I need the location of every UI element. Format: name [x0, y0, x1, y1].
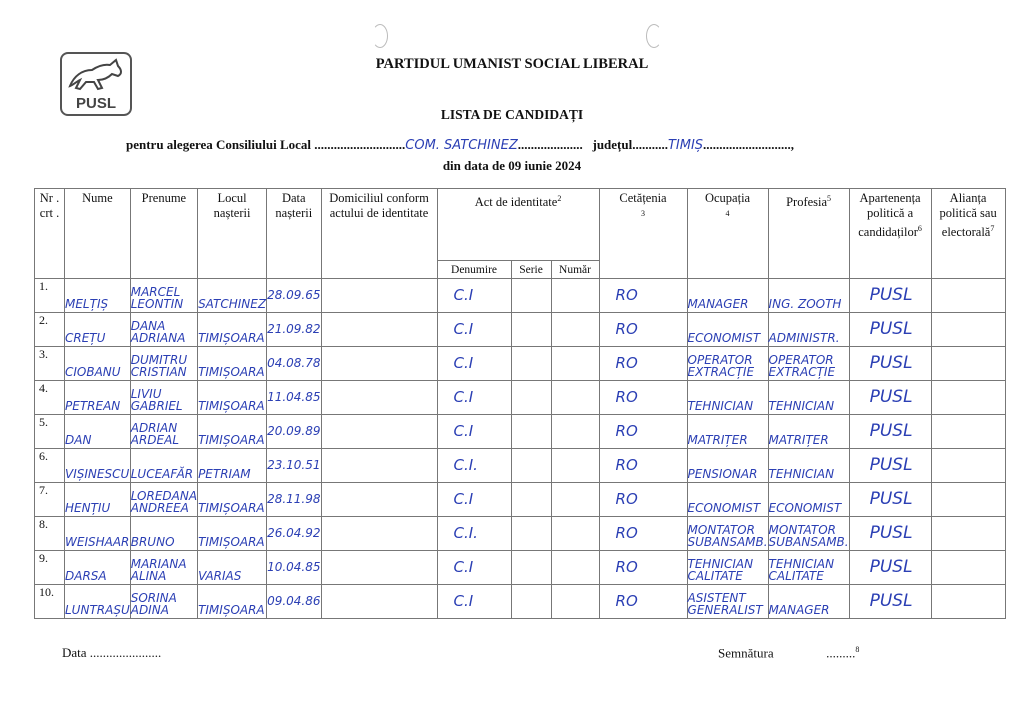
row-numar: [551, 483, 599, 517]
row-domiciliu: [321, 449, 437, 483]
table-row: [35, 313, 1006, 347]
row-numar: [551, 449, 599, 483]
row-act: C.I: [437, 279, 511, 313]
row-prenume: LOREDANA ANDREEA: [130, 483, 197, 517]
row-alianta: [931, 279, 1005, 313]
row-cetatenia: RO: [599, 279, 687, 313]
row-nr: 7.: [35, 483, 65, 517]
col-ocupatia: [687, 189, 768, 279]
row-profesia: ECONOMIST: [768, 483, 849, 517]
row-nr: 5.: [35, 415, 65, 449]
row-profesia: TEHNICIAN: [768, 381, 849, 415]
row-profesia: MATRIȚER: [768, 415, 849, 449]
row-locul: TIMIȘOARA: [198, 483, 267, 517]
row-data: 23.10.51: [267, 449, 321, 483]
row-serie: [511, 347, 551, 381]
row-nr: 2.: [35, 313, 65, 347]
row-act: C.I.: [437, 517, 511, 551]
row-nume: PETREAN: [65, 381, 131, 415]
election-label: pentru alegerea Consiliului Local: [126, 137, 312, 152]
row-domiciliu: [321, 347, 437, 381]
row-alianta: [931, 483, 1005, 517]
table-row: [35, 347, 1006, 381]
row-prenume: ADRIAN ARDEAL: [130, 415, 197, 449]
row-data: 04.08.78: [267, 347, 321, 381]
col-act: [437, 189, 599, 261]
row-cetatenia: RO: [599, 517, 687, 551]
row-ocupatia: TEHNICIAN: [687, 381, 768, 415]
row-locul: SATCHINEZ: [198, 279, 267, 313]
row-partid: PUSL: [849, 585, 931, 619]
col-cetatenia-footnote: 3: [641, 209, 646, 218]
county-value: TIMIȘ: [667, 138, 704, 153]
row-nume: WEISHAAR: [65, 517, 131, 551]
col-data: Data nașterii: [267, 189, 321, 279]
row-cetatenia: RO: [599, 415, 687, 449]
row-act: C.I: [437, 483, 511, 517]
row-numar: [551, 551, 599, 585]
row-alianta: [931, 585, 1005, 619]
row-nr: 3.: [35, 347, 65, 381]
row-cetatenia: RO: [599, 381, 687, 415]
row-alianta: [931, 381, 1005, 415]
row-numar: [551, 279, 599, 313]
footer-date: Data ......................: [62, 645, 162, 660]
punch-hole-right: [646, 24, 662, 48]
col-profesia: [768, 189, 849, 279]
row-prenume: BRUNO: [130, 517, 197, 551]
row-data: 21.09.82: [267, 313, 321, 347]
signature-label: Semnătura: [718, 645, 774, 661]
col-denumire: Denumire: [437, 261, 511, 279]
row-partid: PUSL: [849, 313, 931, 347]
row-data: 28.11.98: [267, 483, 321, 517]
row-act: C.I.: [437, 449, 511, 483]
table-row: [35, 381, 1006, 415]
election-date: din data de 09 iunie 2024: [442, 158, 582, 173]
row-numar: [551, 517, 599, 551]
row-nume: DAN: [65, 415, 131, 449]
list-title: LISTA DE CANDIDAȚI: [440, 107, 584, 122]
row-serie: [511, 381, 551, 415]
row-domiciliu: [321, 483, 437, 517]
punch-hole-left: [372, 24, 388, 48]
row-locul: TIMIȘOARA: [198, 517, 267, 551]
footer-signature: [718, 645, 859, 661]
row-numar: [551, 585, 599, 619]
table-row: [35, 551, 1006, 585]
col-cetatenia: [599, 189, 687, 279]
row-partid: PUSL: [849, 415, 931, 449]
col-alianta: [931, 189, 1005, 279]
row-cetatenia: RO: [599, 313, 687, 347]
row-act: C.I: [437, 381, 511, 415]
row-nume: CREȚU: [65, 313, 131, 347]
row-partid: PUSL: [849, 279, 931, 313]
table-row: [35, 483, 1006, 517]
row-locul: TIMIȘOARA: [198, 347, 267, 381]
row-numar: [551, 347, 599, 381]
row-ocupatia: PENSIONAR: [687, 449, 768, 483]
row-prenume: MARCEL LEONTIN: [130, 279, 197, 313]
row-profesia: ING. ZOOTH: [768, 279, 849, 313]
signature-dots: .........: [826, 645, 856, 661]
election-line: pentru alegerea Consiliului Local ............................COM. SATCHINEZ.................... județul...........TIMIȘ...........................,: [126, 137, 795, 153]
row-prenume: DANA ADRIANA: [130, 313, 197, 347]
party-name: PARTIDUL UMANIST SOCIAL LIBERAL: [375, 56, 649, 72]
col-numar: Număr: [551, 261, 599, 279]
row-serie: [511, 415, 551, 449]
row-locul: PETRIAM: [198, 449, 267, 483]
row-ocupatia: MATRIȚER: [687, 415, 768, 449]
col-domiciliu: Domiciliul conform actului de identitate: [321, 189, 437, 279]
row-prenume: MARIANA ALINA: [130, 551, 197, 585]
row-partid: PUSL: [849, 381, 931, 415]
row-nume: MELȚIȘ: [65, 279, 131, 313]
col-apartenenta-footnote: 6: [917, 224, 922, 233]
row-nume: HENȚIU: [65, 483, 131, 517]
row-nr: 10.: [35, 585, 65, 619]
table-body: [35, 279, 1006, 619]
col-profesia-footnote: 5: [827, 194, 832, 203]
row-alianta: [931, 347, 1005, 381]
row-act: C.I: [437, 551, 511, 585]
row-prenume: SORINA ADINA: [130, 585, 197, 619]
row-cetatenia: RO: [599, 585, 687, 619]
council-value: COM. SATCHINEZ: [405, 138, 518, 153]
row-profesia: MONTATOR SUBANSAMB.: [768, 517, 849, 551]
row-profesia: MANAGER: [768, 585, 849, 619]
row-act: C.I: [437, 415, 511, 449]
col-prenume: Prenume: [130, 189, 197, 279]
row-nume: CIOBANU: [65, 347, 131, 381]
row-cetatenia: RO: [599, 483, 687, 517]
row-ocupatia: ECONOMIST: [687, 313, 768, 347]
row-nr: 6.: [35, 449, 65, 483]
row-locul: TIMIȘOARA: [198, 415, 267, 449]
row-prenume: DUMITRU CRISTIAN: [130, 347, 197, 381]
col-serie: Serie: [511, 261, 551, 279]
table-row: [35, 279, 1006, 313]
signature-footnote: 8: [855, 645, 860, 654]
row-ocupatia: ASISTENT GENERALIST: [687, 585, 768, 619]
row-serie: [511, 313, 551, 347]
col-ocupatia-label: Ocupația: [704, 191, 751, 205]
row-alianta: [931, 551, 1005, 585]
col-act-footnote: 2: [557, 194, 562, 203]
row-serie: [511, 517, 551, 551]
row-profesia: TEHNICIAN CALITATE: [768, 551, 849, 585]
col-alianta-footnote: 7: [990, 224, 995, 233]
row-domiciliu: [321, 551, 437, 585]
row-nume: VIȘINESCU: [65, 449, 131, 483]
row-nr: 9.: [35, 551, 65, 585]
row-profesia: TEHNICIAN: [768, 449, 849, 483]
row-numar: [551, 381, 599, 415]
row-numar: [551, 313, 599, 347]
col-nr: Nr . crt .: [35, 189, 65, 279]
row-data: 26.04.92: [267, 517, 321, 551]
row-domiciliu: [321, 517, 437, 551]
col-act-label: Act de identitate: [474, 195, 558, 210]
row-alianta: [931, 415, 1005, 449]
row-nume: DARSA: [65, 551, 131, 585]
county-label: județul: [592, 137, 633, 152]
row-serie: [511, 483, 551, 517]
row-profesia: ADMINISTR.: [768, 313, 849, 347]
row-ocupatia: TEHNICIAN CALITATE: [687, 551, 768, 585]
row-domiciliu: [321, 313, 437, 347]
col-apartenenta-label: Apartenența politică a candidaților: [858, 191, 921, 240]
row-serie: [511, 551, 551, 585]
row-partid: PUSL: [849, 449, 931, 483]
row-ocupatia: MANAGER: [687, 279, 768, 313]
row-ocupatia: OPERATOR EXTRACȚIE: [687, 347, 768, 381]
row-alianta: [931, 517, 1005, 551]
row-partid: PUSL: [849, 483, 931, 517]
table-row: [35, 449, 1006, 483]
row-domiciliu: [321, 415, 437, 449]
row-nr: 4.: [35, 381, 65, 415]
row-data: 28.09.65: [267, 279, 321, 313]
row-serie: [511, 279, 551, 313]
logo-text: PUSL: [75, 95, 116, 112]
col-ocupatia-footnote: 4: [725, 209, 730, 218]
row-domiciliu: [321, 279, 437, 313]
row-data: 11.04.85: [267, 381, 321, 415]
col-locul: Locul nașterii: [198, 189, 267, 279]
col-alianta-label: Alianța politică sau electorală: [939, 191, 997, 240]
row-domiciliu: [321, 381, 437, 415]
row-prenume: LUCEAFĂR: [130, 449, 197, 483]
row-numar: [551, 415, 599, 449]
table-row: [35, 415, 1006, 449]
row-nr: 8.: [35, 517, 65, 551]
row-alianta: [931, 313, 1005, 347]
table-row: [35, 517, 1006, 551]
row-ocupatia: MONTATOR SUBANSAMB.: [687, 517, 768, 551]
row-serie: [511, 585, 551, 619]
row-cetatenia: RO: [599, 449, 687, 483]
row-data: 09.04.86: [267, 585, 321, 619]
row-act: C.I: [437, 585, 511, 619]
row-prenume: LIVIU GABRIEL: [130, 381, 197, 415]
row-act: C.I: [437, 347, 511, 381]
row-domiciliu: [321, 585, 437, 619]
row-locul: TIMIȘOARA: [198, 313, 267, 347]
row-partid: PUSL: [849, 551, 931, 585]
row-locul: TIMIȘOARA: [198, 381, 267, 415]
row-data: 20.09.89: [267, 415, 321, 449]
row-partid: PUSL: [849, 347, 931, 381]
row-cetatenia: RO: [599, 551, 687, 585]
row-act: C.I: [437, 313, 511, 347]
row-cetatenia: RO: [599, 347, 687, 381]
row-alianta: [931, 449, 1005, 483]
col-cetatenia-label: Cetățenia: [619, 191, 667, 205]
table-row: [35, 585, 1006, 619]
row-locul: VARIAS: [198, 551, 267, 585]
col-nume: Nume: [65, 189, 131, 279]
row-profesia: OPERATOR EXTRACȚIE: [768, 347, 849, 381]
row-nr: 1.: [35, 279, 65, 313]
row-partid: PUSL: [849, 517, 931, 551]
row-locul: TIMIȘOARA: [198, 585, 267, 619]
row-serie: [511, 449, 551, 483]
col-profesia-label: Profesia: [786, 195, 828, 210]
row-data: 10.04.85: [267, 551, 321, 585]
candidates-table: [34, 188, 1006, 619]
col-apartenenta: [849, 189, 931, 279]
row-ocupatia: ECONOMIST: [687, 483, 768, 517]
row-nume: LUNTRAȘU: [65, 585, 131, 619]
